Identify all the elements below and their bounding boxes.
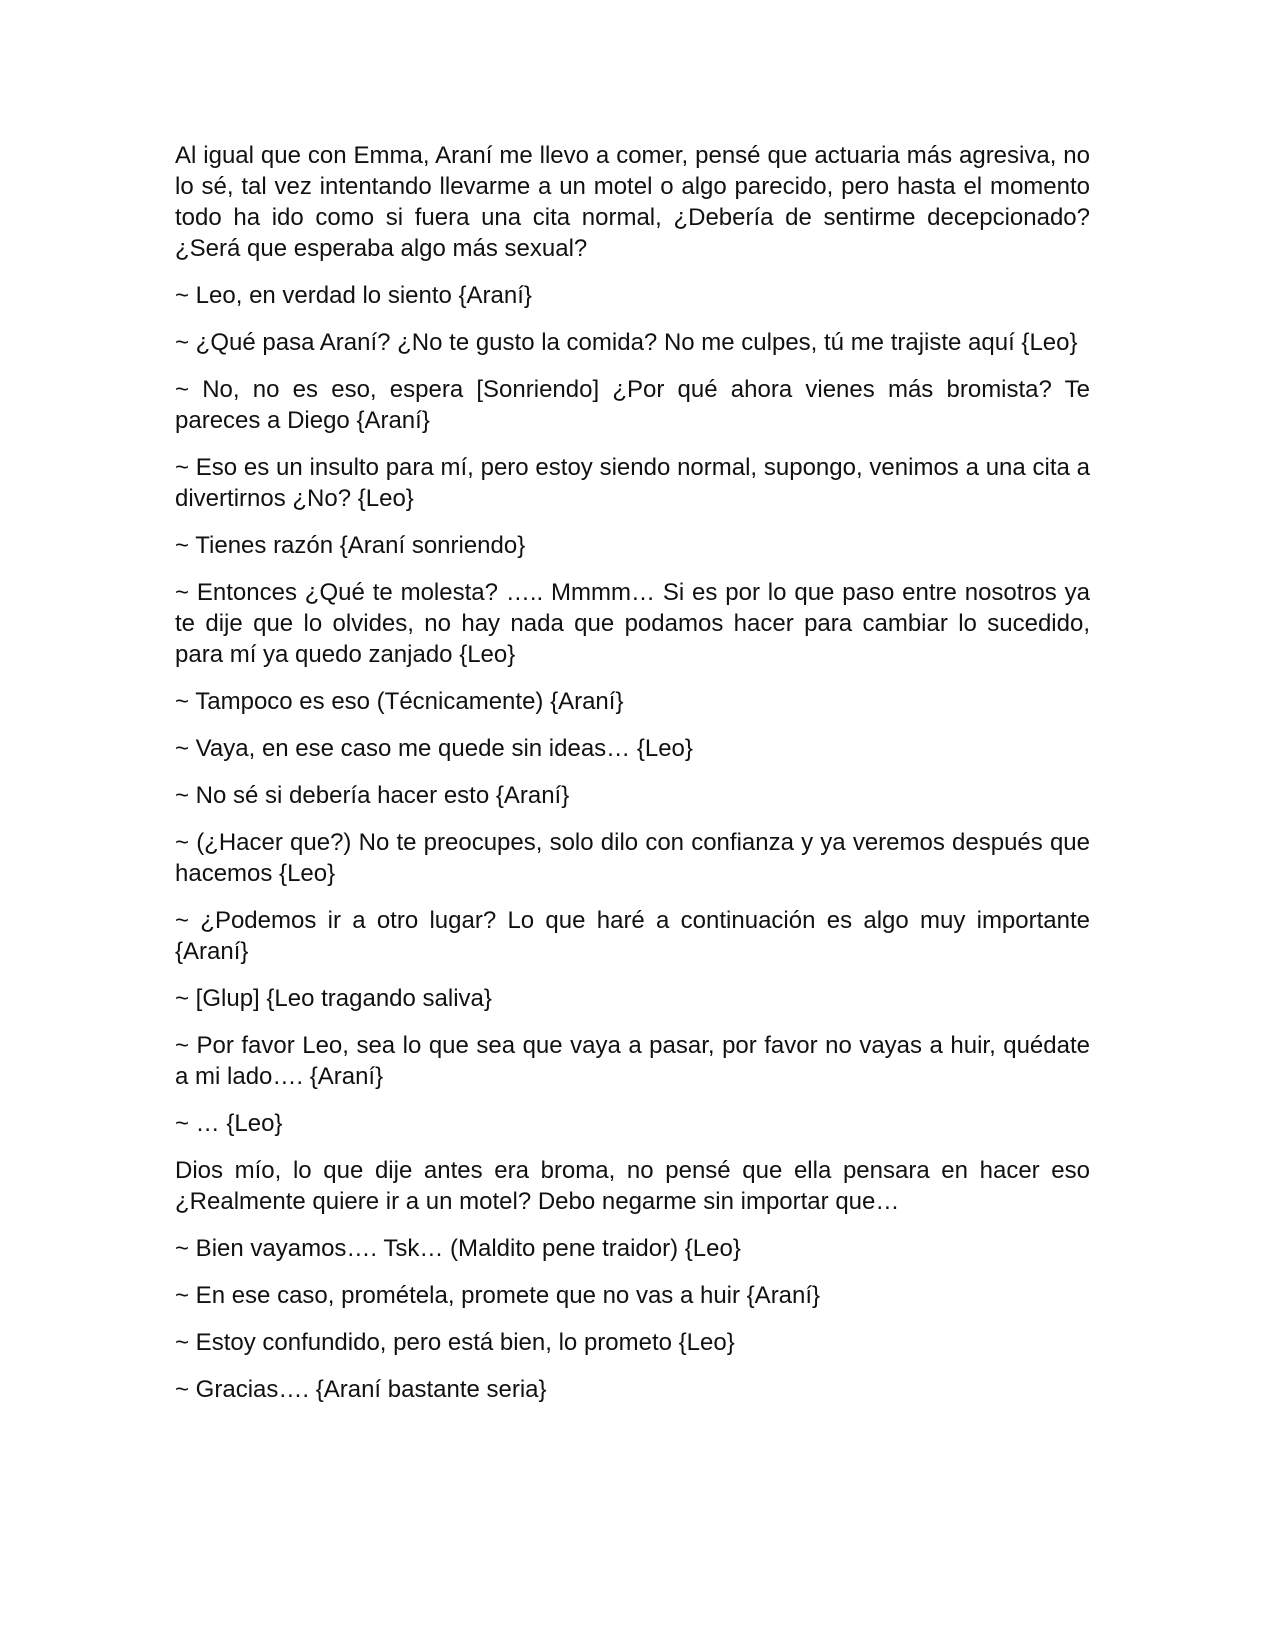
dialogue-line: ~ [Glup] {Leo tragando saliva} <box>175 985 492 1012</box>
dialogue-line: ~ Por favor Leo, sea lo que sea que vaya a pasar, por favor no vayas a huir, quédate a mi lado…. {Araní} <box>175 1032 1090 1090</box>
dialogue-line: ~ Tienes razón {Araní sonriendo} <box>175 532 526 559</box>
dialogue-line: ~ Eso es un insulto para mí, pero estoy siendo normal, supongo, venimos a una cita a divertirnos ¿No? {Leo} <box>175 454 1090 512</box>
document-page <box>175 140 1090 1421</box>
paragraph: Al igual que con Emma, Araní me llevo a comer, pensé que actuaria más agresiva, no lo sé, tal vez intentando llevarme a un motel o algo parecido, pero hasta el momento todo ha ido como si fuera una cita normal, ¿Debería de sentirme decepcionado? ¿Será que esperaba algo más sexual? <box>175 142 1090 262</box>
dialogue-line: ~ ¿Podemos ir a otro lugar? Lo que haré a continuación es algo muy importante {Araní} <box>175 907 1090 965</box>
paragraph: Dios mío, lo que dije antes era broma, no pensé que ella pensara en hacer eso ¿Realmente quiere ir a un motel? Debo negarme sin importar que… <box>175 1157 1090 1215</box>
dialogue-line: ~ Vaya, en ese caso me quede sin ideas… {Leo} <box>175 735 693 762</box>
dialogue-line: ~ Leo, en verdad lo siento {Araní} <box>175 282 532 309</box>
dialogue-line: ~ … {Leo} <box>175 1110 283 1137</box>
dialogue-line: ~ Estoy confundido, pero está bien, lo prometo {Leo} <box>175 1329 735 1356</box>
dialogue-line: ~ Gracias…. {Araní bastante seria} <box>175 1376 547 1403</box>
dialogue-line: ~ No, no es eso, espera [Sonriendo] ¿Por qué ahora vienes más bromista? Te pareces a Diego {Araní} <box>175 376 1090 434</box>
dialogue-line: ~ No sé si debería hacer esto {Araní} <box>175 782 570 809</box>
dialogue-line: ~ En ese caso, prométela, promete que no vas a huir {Araní} <box>175 1282 821 1309</box>
dialogue-line: ~ ¿Qué pasa Araní? ¿No te gusto la comida? No me culpes, tú me trajiste aquí {Leo} <box>175 329 1078 356</box>
dialogue-line: ~ Bien vayamos…. Tsk… (Maldito pene traidor) {Leo} <box>175 1235 741 1262</box>
dialogue-line: ~ (¿Hacer que?) No te preocupes, solo dilo con confianza y ya veremos después que hacemos {Leo} <box>175 829 1090 887</box>
dialogue-line: ~ Entonces ¿Qué te molesta? ….. Mmmm… Si es por lo que paso entre nosotros ya te dije que lo olvides, no hay nada que podamos hacer para cambiar lo sucedido, para mí ya quedo zanjado {Leo} <box>175 579 1090 668</box>
dialogue-line: ~ Tampoco es eso (Técnicamente) {Araní} <box>175 688 624 715</box>
